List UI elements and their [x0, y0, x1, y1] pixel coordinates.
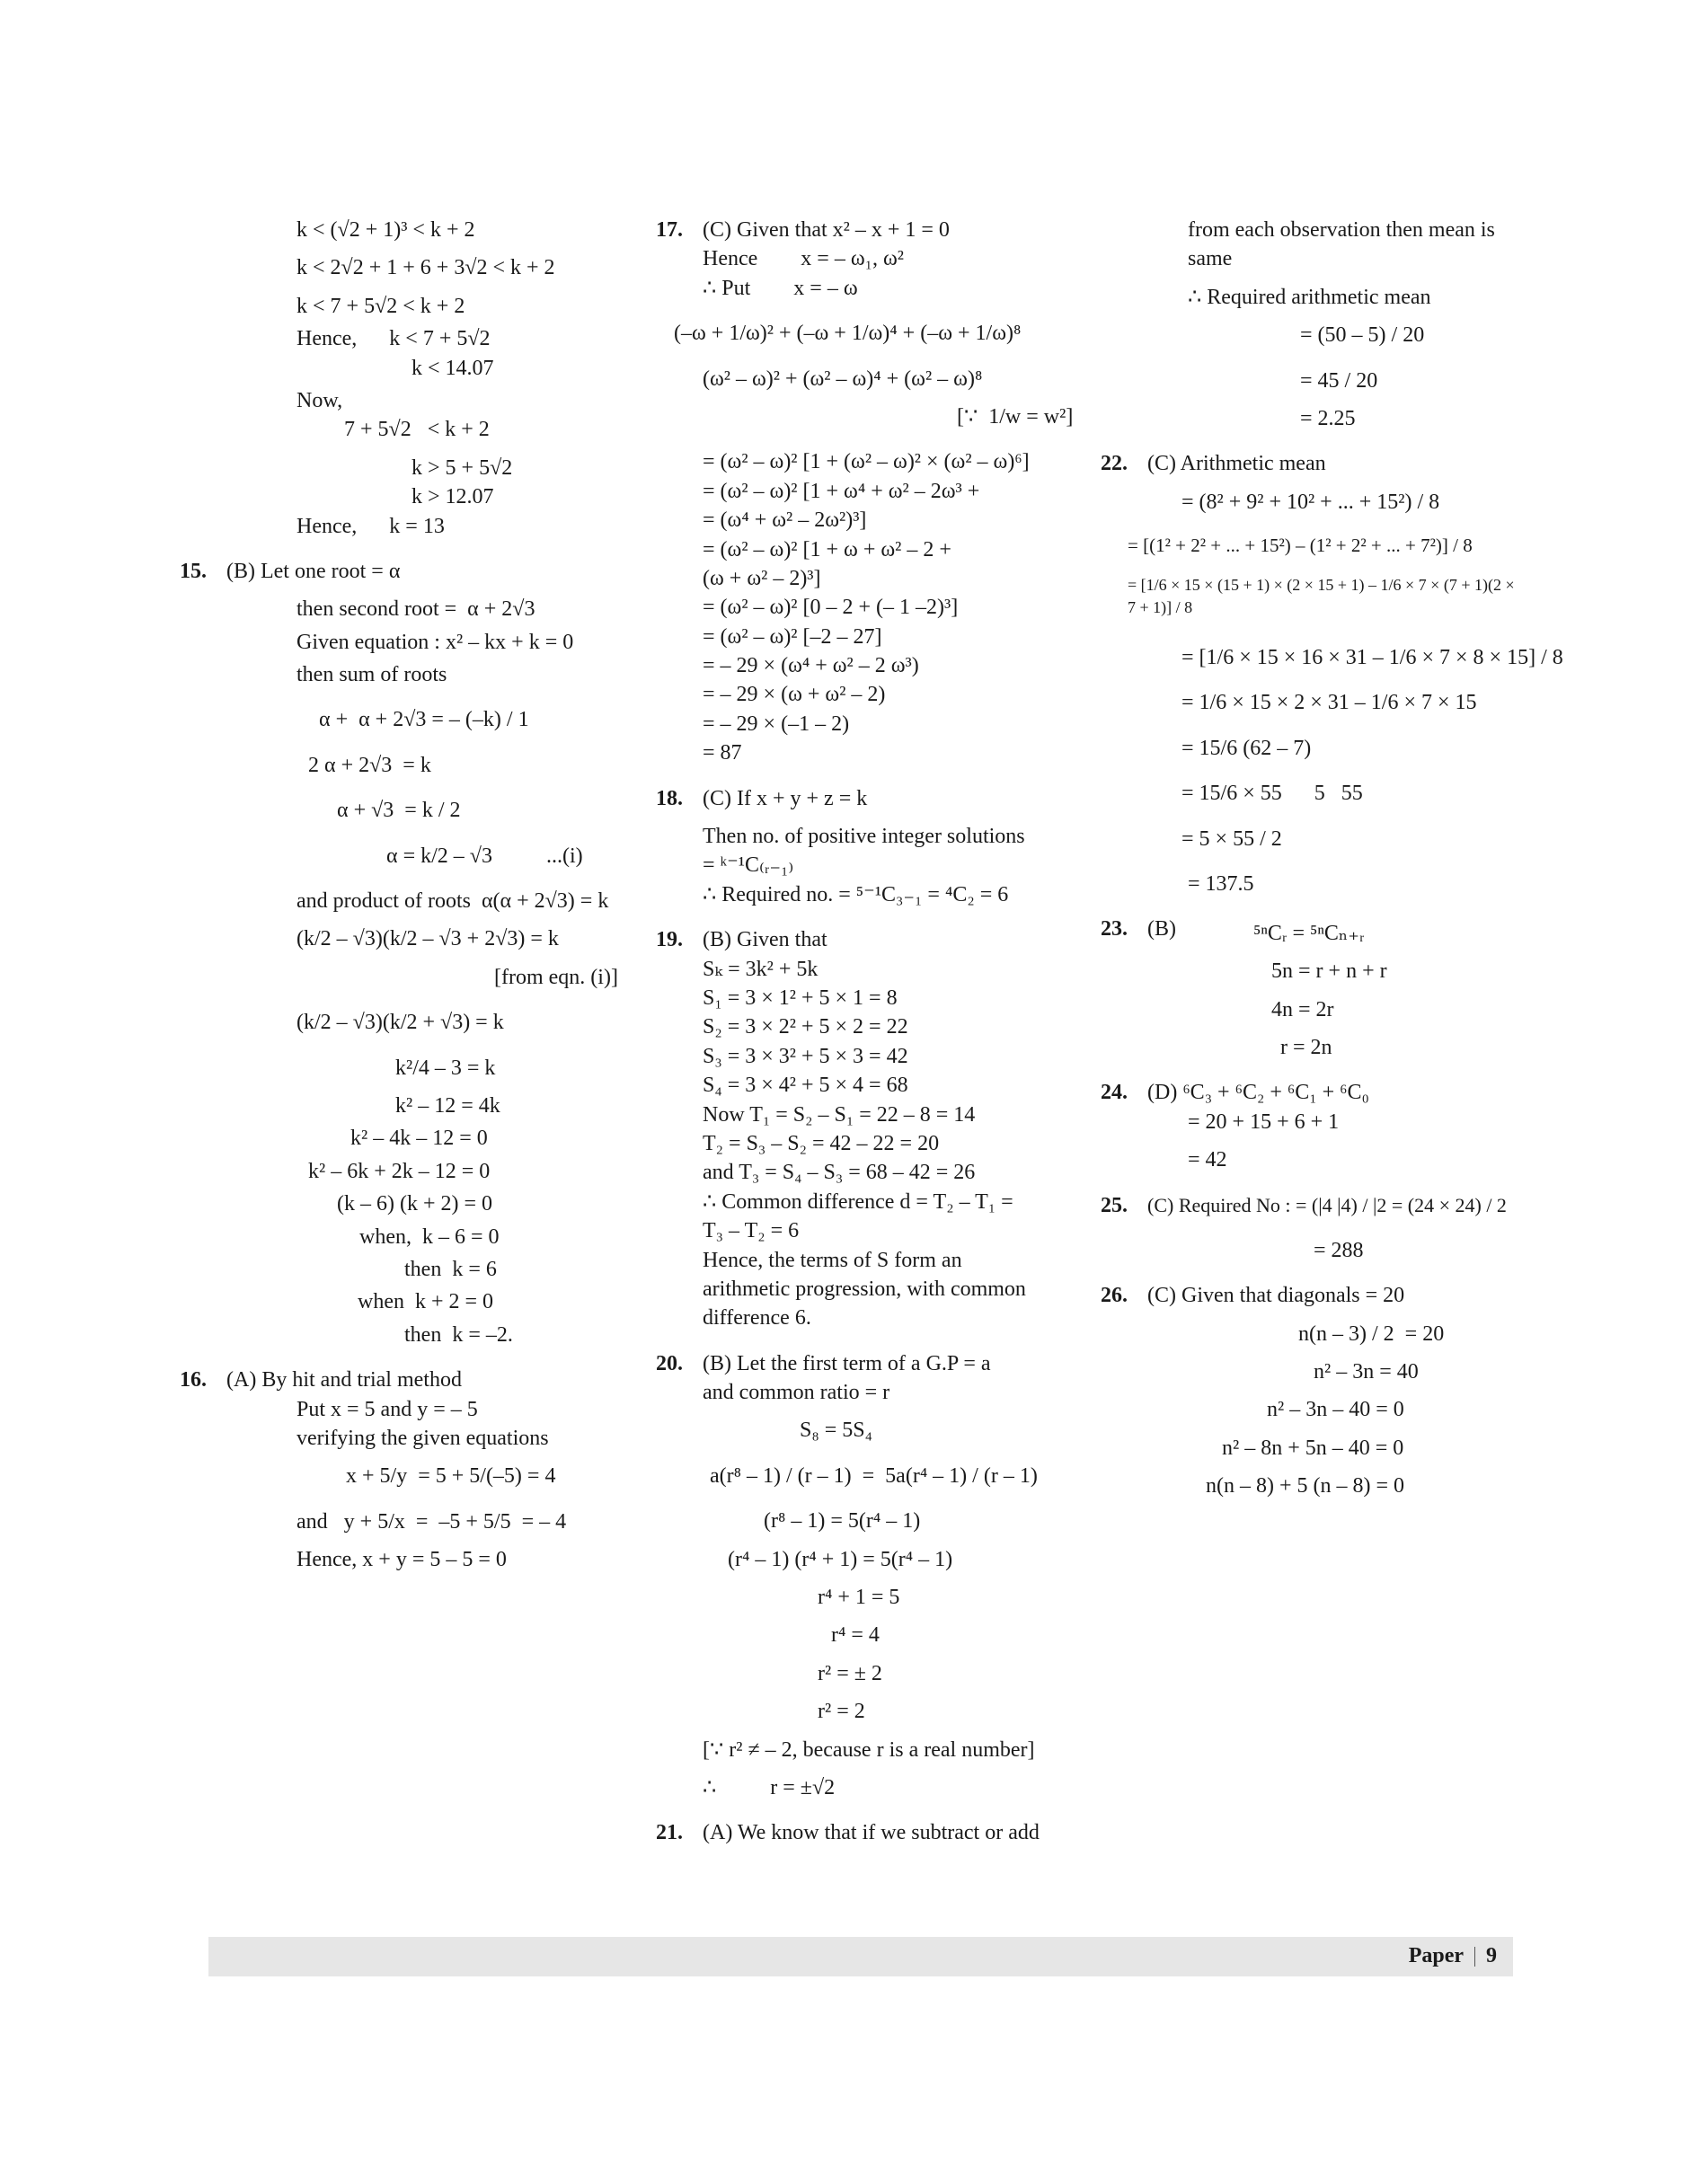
question-heading: (C) Arithmetic mean — [1147, 452, 1326, 476]
math-line: = (50 – 5) / 20 — [1300, 323, 1425, 348]
math-line: = – 29 × (–1 – 2) — [703, 712, 850, 736]
page-number: 9 — [1486, 1944, 1497, 1967]
math-line: (k/2 – √3)(k/2 – √3 + 2√3) = k — [296, 927, 559, 951]
math-line: k² – 12 = 4k — [395, 1093, 500, 1118]
math-line: S₄ = 3 × 4² + 5 × 4 = 68 — [703, 1074, 908, 1098]
question-heading: (C) Required No : = (|4 |4) / |2 = (24 × 24) / 2 — [1147, 1193, 1507, 1216]
math-line: then k = –2. — [404, 1322, 513, 1347]
question-heading: (B) Given that — [703, 928, 827, 952]
math-line: (–ω + 1/ω)² + (–ω + 1/ω)⁴ + (–ω + 1/ω)⁸ — [674, 322, 1022, 346]
math-line: k > 5 + 5√2 — [412, 455, 513, 480]
math-line: = [1/6 × 15 × (15 + 1) × (2 × 15 + 1) – 1/6 × 7 × (7 + 1)(2 × 7 + 1)] / 8 — [1128, 576, 1515, 616]
math-line: r² = ± 2 — [818, 1661, 882, 1685]
math-line: a(r⁸ – 1) / (r – 1) = 5a(r⁴ – 1) / (r – 1) — [710, 1463, 1038, 1488]
math-line: r⁴ = 4 — [831, 1623, 880, 1648]
math-line: Hence, the terms of S form an — [703, 1248, 962, 1272]
math-line: = (ω² – ω)² [1 + (ω² – ω)² × (ω² – ω)⁶] — [703, 450, 1030, 474]
math-line: = 137.5 — [1188, 872, 1254, 897]
math-line: then sum of roots — [296, 663, 447, 687]
footer-text — [1409, 1944, 1497, 1968]
question-19 — [656, 925, 1078, 954]
math-line: then second root = α + 2√3 — [296, 597, 535, 622]
math-line: and product of roots α(α + 2√3) = k — [296, 889, 609, 914]
math-line: k > 12.07 — [412, 485, 494, 509]
question-number: 24. — [1101, 1081, 1128, 1105]
math-line: = [(1² + 2² + ... + 15²) – (1² + 2² + ... + 7²)] / 8 — [1128, 535, 1473, 557]
math-line: (k/2 – √3)(k/2 + √3) = k — [296, 1011, 504, 1035]
question-heading: (D) ⁶C₃ + ⁶C₂ + ⁶C₁ + ⁶C₀ — [1147, 1081, 1369, 1105]
math-line: n² – 8n + 5n – 40 = 0 — [1222, 1436, 1404, 1460]
math-line: r = 2n — [1280, 1035, 1332, 1059]
math-line: Sₖ = 3k² + 5k — [703, 957, 819, 981]
question-heading: (C) Given that diagonals = 20 — [1147, 1284, 1405, 1308]
math-line: 2 α + 2√3 = k — [308, 753, 431, 777]
math-line: and T₃ = S₄ – S₃ = 68 – 42 = 26 — [703, 1161, 976, 1185]
text-line: same — [1188, 247, 1233, 271]
question-number: 23. — [1101, 917, 1128, 941]
question-15 — [180, 557, 633, 586]
math-line: when k + 2 = 0 — [358, 1290, 494, 1314]
math-line: 4n = 2r — [1271, 997, 1334, 1021]
math-line: k < 7 + 5√2 < k + 2 — [296, 294, 465, 318]
math-line: n² – 3n = 40 — [1314, 1360, 1419, 1384]
question-18 — [656, 784, 1078, 813]
question-number: 22. — [1101, 452, 1128, 476]
math-line: S₃ = 3 × 3² + 5 × 3 = 42 — [703, 1044, 908, 1068]
math-line: and y + 5/x = –5 + 5/5 = – 4 — [296, 1509, 567, 1534]
question-number: 19. — [656, 928, 683, 952]
question-number: 20. — [656, 1351, 683, 1375]
math-line: 7 + 5√2 < k + 2 — [344, 418, 490, 442]
question-25 — [1101, 1191, 1523, 1220]
math-line: k < 2√2 + 1 + 6 + 3√2 < k + 2 — [296, 256, 555, 280]
math-line: r² = 2 — [818, 1700, 865, 1724]
math-line: k²/4 – 3 = k — [395, 1056, 496, 1080]
footer-label: Paper — [1408, 1944, 1464, 1967]
math-line: = 288 — [1314, 1238, 1364, 1262]
math-line: = 20 + 15 + 6 + 1 — [1188, 1109, 1340, 1134]
math-line: = (ω² – ω)² [0 – 2 + (– 1 –2)³] — [703, 596, 959, 620]
math-line: (r⁴ – 1) (r⁴ + 1) = 5(r⁴ – 1) — [728, 1547, 953, 1571]
question-26 — [1101, 1281, 1523, 1310]
math-line: [from eqn. (i)] — [494, 965, 618, 989]
math-line: difference 6. — [703, 1306, 811, 1330]
column-middle — [656, 216, 1078, 1848]
math-line: x + 5/y = 5 + 5/(–5) = 4 — [346, 1464, 556, 1489]
math-line: n(n – 3) / 2 = 20 — [1298, 1322, 1445, 1346]
math-line: k² – 6k + 2k – 12 = 0 — [308, 1159, 491, 1183]
math-line: n² – 3n – 40 = 0 — [1267, 1398, 1404, 1422]
question-21 — [656, 1818, 1078, 1847]
math-line: Put x = 5 and y = – 5 — [296, 1397, 478, 1421]
question-16 — [180, 1366, 633, 1394]
math-line: Then no. of positive integer solutions — [703, 825, 1025, 849]
math-line: Now, — [296, 388, 343, 412]
math-line: arithmetic progression, with common — [703, 1277, 1026, 1301]
math-line: = 2.25 — [1300, 406, 1356, 430]
math-line: (r⁸ – 1) = 5(r⁴ – 1) — [764, 1509, 921, 1534]
math-line: (ω + ω² – 2)³] — [703, 566, 821, 590]
math-line: Hence x = – ω₁, ω² — [703, 247, 904, 271]
question-number: 17. — [656, 218, 683, 242]
question-heading: (A) We know that if we subtract or add — [703, 1821, 1040, 1845]
math-line: = 42 — [1188, 1148, 1227, 1172]
text-line: from each observation then mean is — [1188, 218, 1495, 242]
math-line: α + √3 = k / 2 — [337, 799, 461, 823]
math-line: ⁵ⁿCᵣ = ⁵ⁿCₙ₊ᵣ — [1253, 921, 1365, 945]
math-line: = (ω⁴ + ω² – 2ω²)³] — [703, 508, 867, 533]
math-line: = (ω² – ω)² [1 + ω + ω² – 2 + — [703, 537, 951, 561]
math-line: (ω² – ω)² + (ω² – ω)⁴ + (ω² – ω)⁸ — [703, 367, 983, 391]
math-line: then k = 6 — [404, 1257, 497, 1281]
math-line: and common ratio = r — [703, 1381, 890, 1405]
text-line: ∴ Required arithmetic mean — [1188, 285, 1431, 309]
question-number: 18. — [656, 786, 683, 810]
math-line: 5n = r + n + r — [1271, 959, 1387, 984]
math-line: S₂ = 3 × 2² + 5 × 2 = 22 — [703, 1015, 908, 1039]
question-number: 21. — [656, 1821, 683, 1845]
math-line: Now T₁ = S₂ – S₁ = 22 – 8 = 14 — [703, 1102, 976, 1127]
math-line: = 87 — [703, 741, 742, 765]
question-20 — [656, 1349, 1078, 1378]
question-heading: (C) If x + y + z = k — [703, 786, 868, 810]
math-line: k < 14.07 — [412, 356, 494, 380]
column-left — [180, 216, 633, 1574]
math-line: n(n – 8) + 5 (n – 8) = 0 — [1206, 1474, 1405, 1498]
column-right — [1101, 216, 1563, 1501]
page-footer — [208, 1937, 1513, 1976]
math-line: [∵ 1/w = w²] — [957, 404, 1074, 429]
math-line: r⁴ + 1 = 5 — [818, 1586, 900, 1610]
math-line: = 1/6 × 15 × 2 × 31 – 1/6 × 7 × 15 — [1181, 691, 1477, 715]
math-line: k < (√2 + 1)³ < k + 2 — [296, 218, 475, 242]
math-line: Hence, x + y = 5 – 5 = 0 — [296, 1548, 507, 1572]
footer-divider — [1474, 1947, 1475, 1967]
math-line: = – 29 × (ω⁴ + ω² – 2 ω³) — [703, 654, 919, 678]
math-line: = (ω² – ω)² [–2 – 27] — [703, 624, 882, 649]
math-line: ∴ Put x = – ω — [703, 276, 858, 300]
math-line: verifying the given equations — [296, 1426, 549, 1450]
math-line: T₂ = S₃ – S₂ = 42 – 22 = 20 — [703, 1131, 940, 1155]
math-line: = [1/6 × 15 × 16 × 31 – 1/6 × 7 × 8 × 15] / 8 — [1181, 646, 1563, 670]
math-line: when, k – 6 = 0 — [359, 1224, 500, 1249]
math-line: = (8² + 9² + 10² + ... + 15²) / 8 — [1181, 490, 1440, 514]
question-number: 15. — [180, 559, 207, 583]
math-line: = 45 / 20 — [1300, 368, 1378, 393]
math-line: α + α + 2√3 = – (–k) / 1 — [319, 708, 529, 732]
math-line: ∴ Common difference d = T₂ – T₁ = — [703, 1189, 1013, 1214]
math-line: α = k/2 – √3 ...(i) — [386, 844, 583, 868]
math-line: T₃ – T₂ = 6 — [703, 1219, 800, 1243]
math-line: = ᵏ⁻¹C₍ᵣ₋₁₎ — [703, 853, 794, 878]
question-17 — [656, 216, 1078, 244]
math-line: k² – 4k – 12 = 0 — [350, 1127, 488, 1151]
math-line: = (ω² – ω)² [1 + ω⁴ + ω² – 2ω³ + — [703, 479, 980, 503]
question-22 — [1101, 449, 1523, 478]
math-line: = 15/6 (62 – 7) — [1181, 736, 1312, 760]
question-24 — [1101, 1078, 1523, 1107]
math-line: [∵ r² ≠ – 2, because r is a real number] — [703, 1737, 1035, 1762]
question-heading: (B) — [1147, 917, 1176, 941]
question-number: 25. — [1101, 1193, 1128, 1217]
question-heading: (B) Let the first term of a G.P = a — [703, 1351, 991, 1375]
math-line: S₁ = 3 × 1² + 5 × 1 = 8 — [703, 986, 898, 1010]
question-number: 26. — [1101, 1284, 1128, 1308]
math-line: (k – 6) (k + 2) = 0 — [337, 1192, 493, 1216]
math-line: ∴ r = ±√2 — [703, 1775, 836, 1799]
math-line: S₈ = 5S₄ — [800, 1419, 872, 1443]
math-line: = 15/6 × 55 5 55 — [1181, 782, 1363, 806]
question-heading: (C) Given that x² – x + 1 = 0 — [703, 218, 950, 242]
math-line: ∴ Required no. = ⁵⁻¹C₃₋₁ = ⁴C₂ = 6 — [703, 882, 1009, 906]
math-line: Hence, k = 13 — [296, 514, 445, 538]
question-heading: (A) By hit and trial method — [226, 1368, 462, 1392]
math-line: Given equation : x² – kx + k = 0 — [296, 630, 574, 654]
question-heading: (B) Let one root = α — [226, 559, 401, 583]
math-line: = 5 × 55 / 2 — [1181, 827, 1282, 851]
question-number: 16. — [180, 1368, 207, 1392]
math-line: Hence, k < 7 + 5√2 — [296, 327, 491, 351]
math-line: = – 29 × (ω + ω² – 2) — [703, 683, 886, 707]
